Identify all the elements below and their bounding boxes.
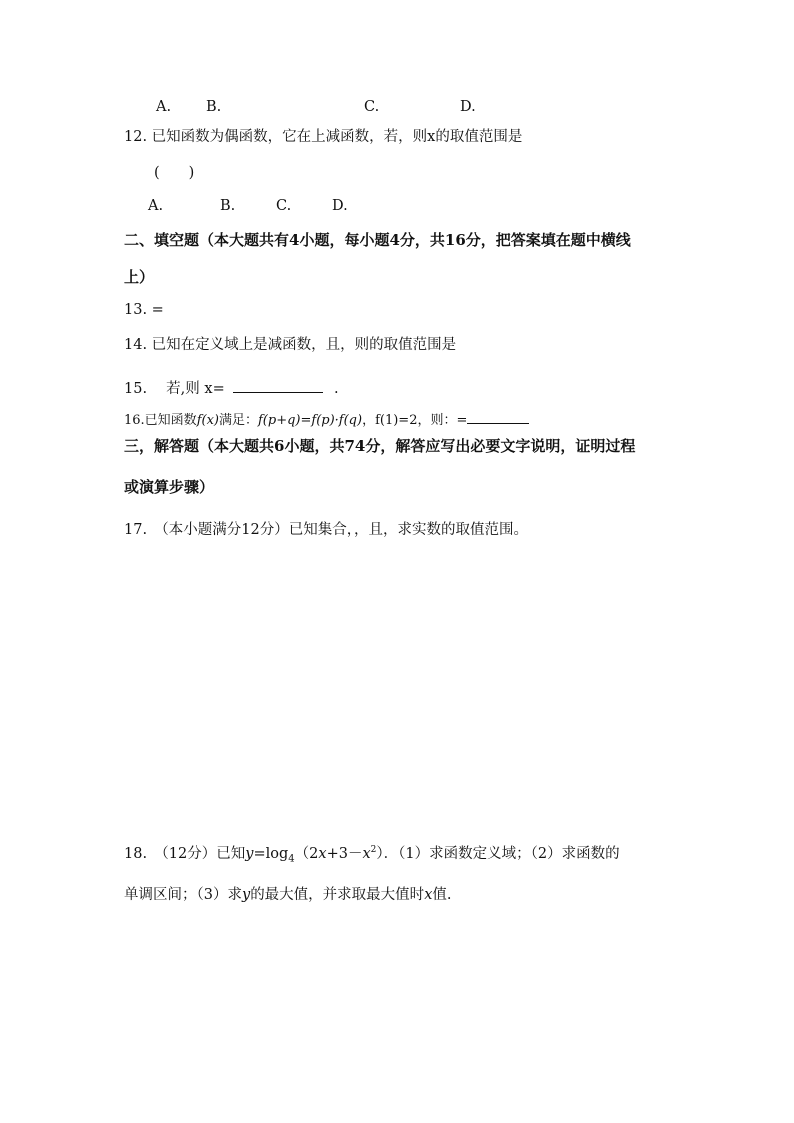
q18-l2-y: y	[241, 887, 251, 903]
section-3-heading-cont: 或演算步骤）	[124, 478, 215, 496]
q11-option-a: A.	[156, 99, 172, 115]
q18-tasks: ）．（1）求函数定义域；（2）求函数的	[376, 845, 620, 862]
q18-exponent: 2	[370, 845, 377, 855]
question-15-text: 15. 若,则 x=	[124, 381, 225, 397]
q11-option-b: B.	[206, 99, 222, 115]
q18-intro: 18. （12分）已知	[124, 845, 246, 862]
q12-option-b: B.	[220, 198, 236, 214]
q18-plus: +3－	[326, 845, 363, 862]
q18-log-base: 4	[288, 853, 295, 865]
q18-l2-b: 的最大值，并求取最大值时	[250, 887, 425, 903]
q18-l2-a: 单调区间；（3）求	[124, 887, 242, 903]
section-2-heading-cont: 上）	[124, 268, 155, 286]
question-16-mid: 满足：	[218, 413, 258, 428]
answer-blank	[233, 380, 323, 393]
question-12-answer-paren: ( )	[154, 165, 195, 181]
question-18-line-1	[124, 846, 620, 865]
question-16-fx: f(x)	[196, 413, 219, 428]
section-3-heading: 三，解答题（本大题共6小题，共74分，解答应写出必要文字说明，证明过程	[124, 437, 636, 455]
q12-option-a: A.	[148, 198, 164, 214]
question-16-equation: f(p+q)=f(p)·f(q)	[258, 413, 363, 428]
question-16	[124, 411, 529, 427]
section-2-heading: 二、填空题（本大题共有4小题，每小题4分，共16分，把答案填在题中横线	[124, 231, 631, 249]
question-15	[124, 380, 339, 397]
q11-option-c: C.	[364, 99, 380, 115]
answer-blank	[467, 411, 529, 424]
question-16-prefix: 16.已知函数	[124, 413, 197, 428]
question-17: 17. （本小题满分12分）已知集合，，且，求实数的取值范围。	[124, 522, 529, 538]
question-16-rest: ，f(1)=2，则：=	[362, 413, 468, 428]
question-14: 14. 已知在定义域上是减函数，且，则的取值范围是	[124, 337, 457, 353]
q18-log: =log	[253, 845, 289, 862]
q18-y: y	[245, 845, 254, 862]
question-15-end: .	[333, 381, 339, 397]
q11-option-d: D.	[460, 99, 476, 115]
question-18-line-2	[124, 888, 451, 903]
question-12-text: 12. 已知函数为偶函数，它在上减函数，若，则x的取值范围是	[124, 129, 523, 145]
q12-option-d: D.	[332, 198, 348, 214]
q18-x: x	[318, 845, 327, 862]
q18-x-squared: x	[362, 845, 371, 862]
q12-option-c: C.	[276, 198, 292, 214]
q18-l2-x: x	[424, 887, 433, 903]
q18-l2-c: 值.	[432, 887, 452, 903]
q18-paren-open: （2	[294, 845, 319, 862]
question-13: 13. =	[124, 302, 164, 318]
